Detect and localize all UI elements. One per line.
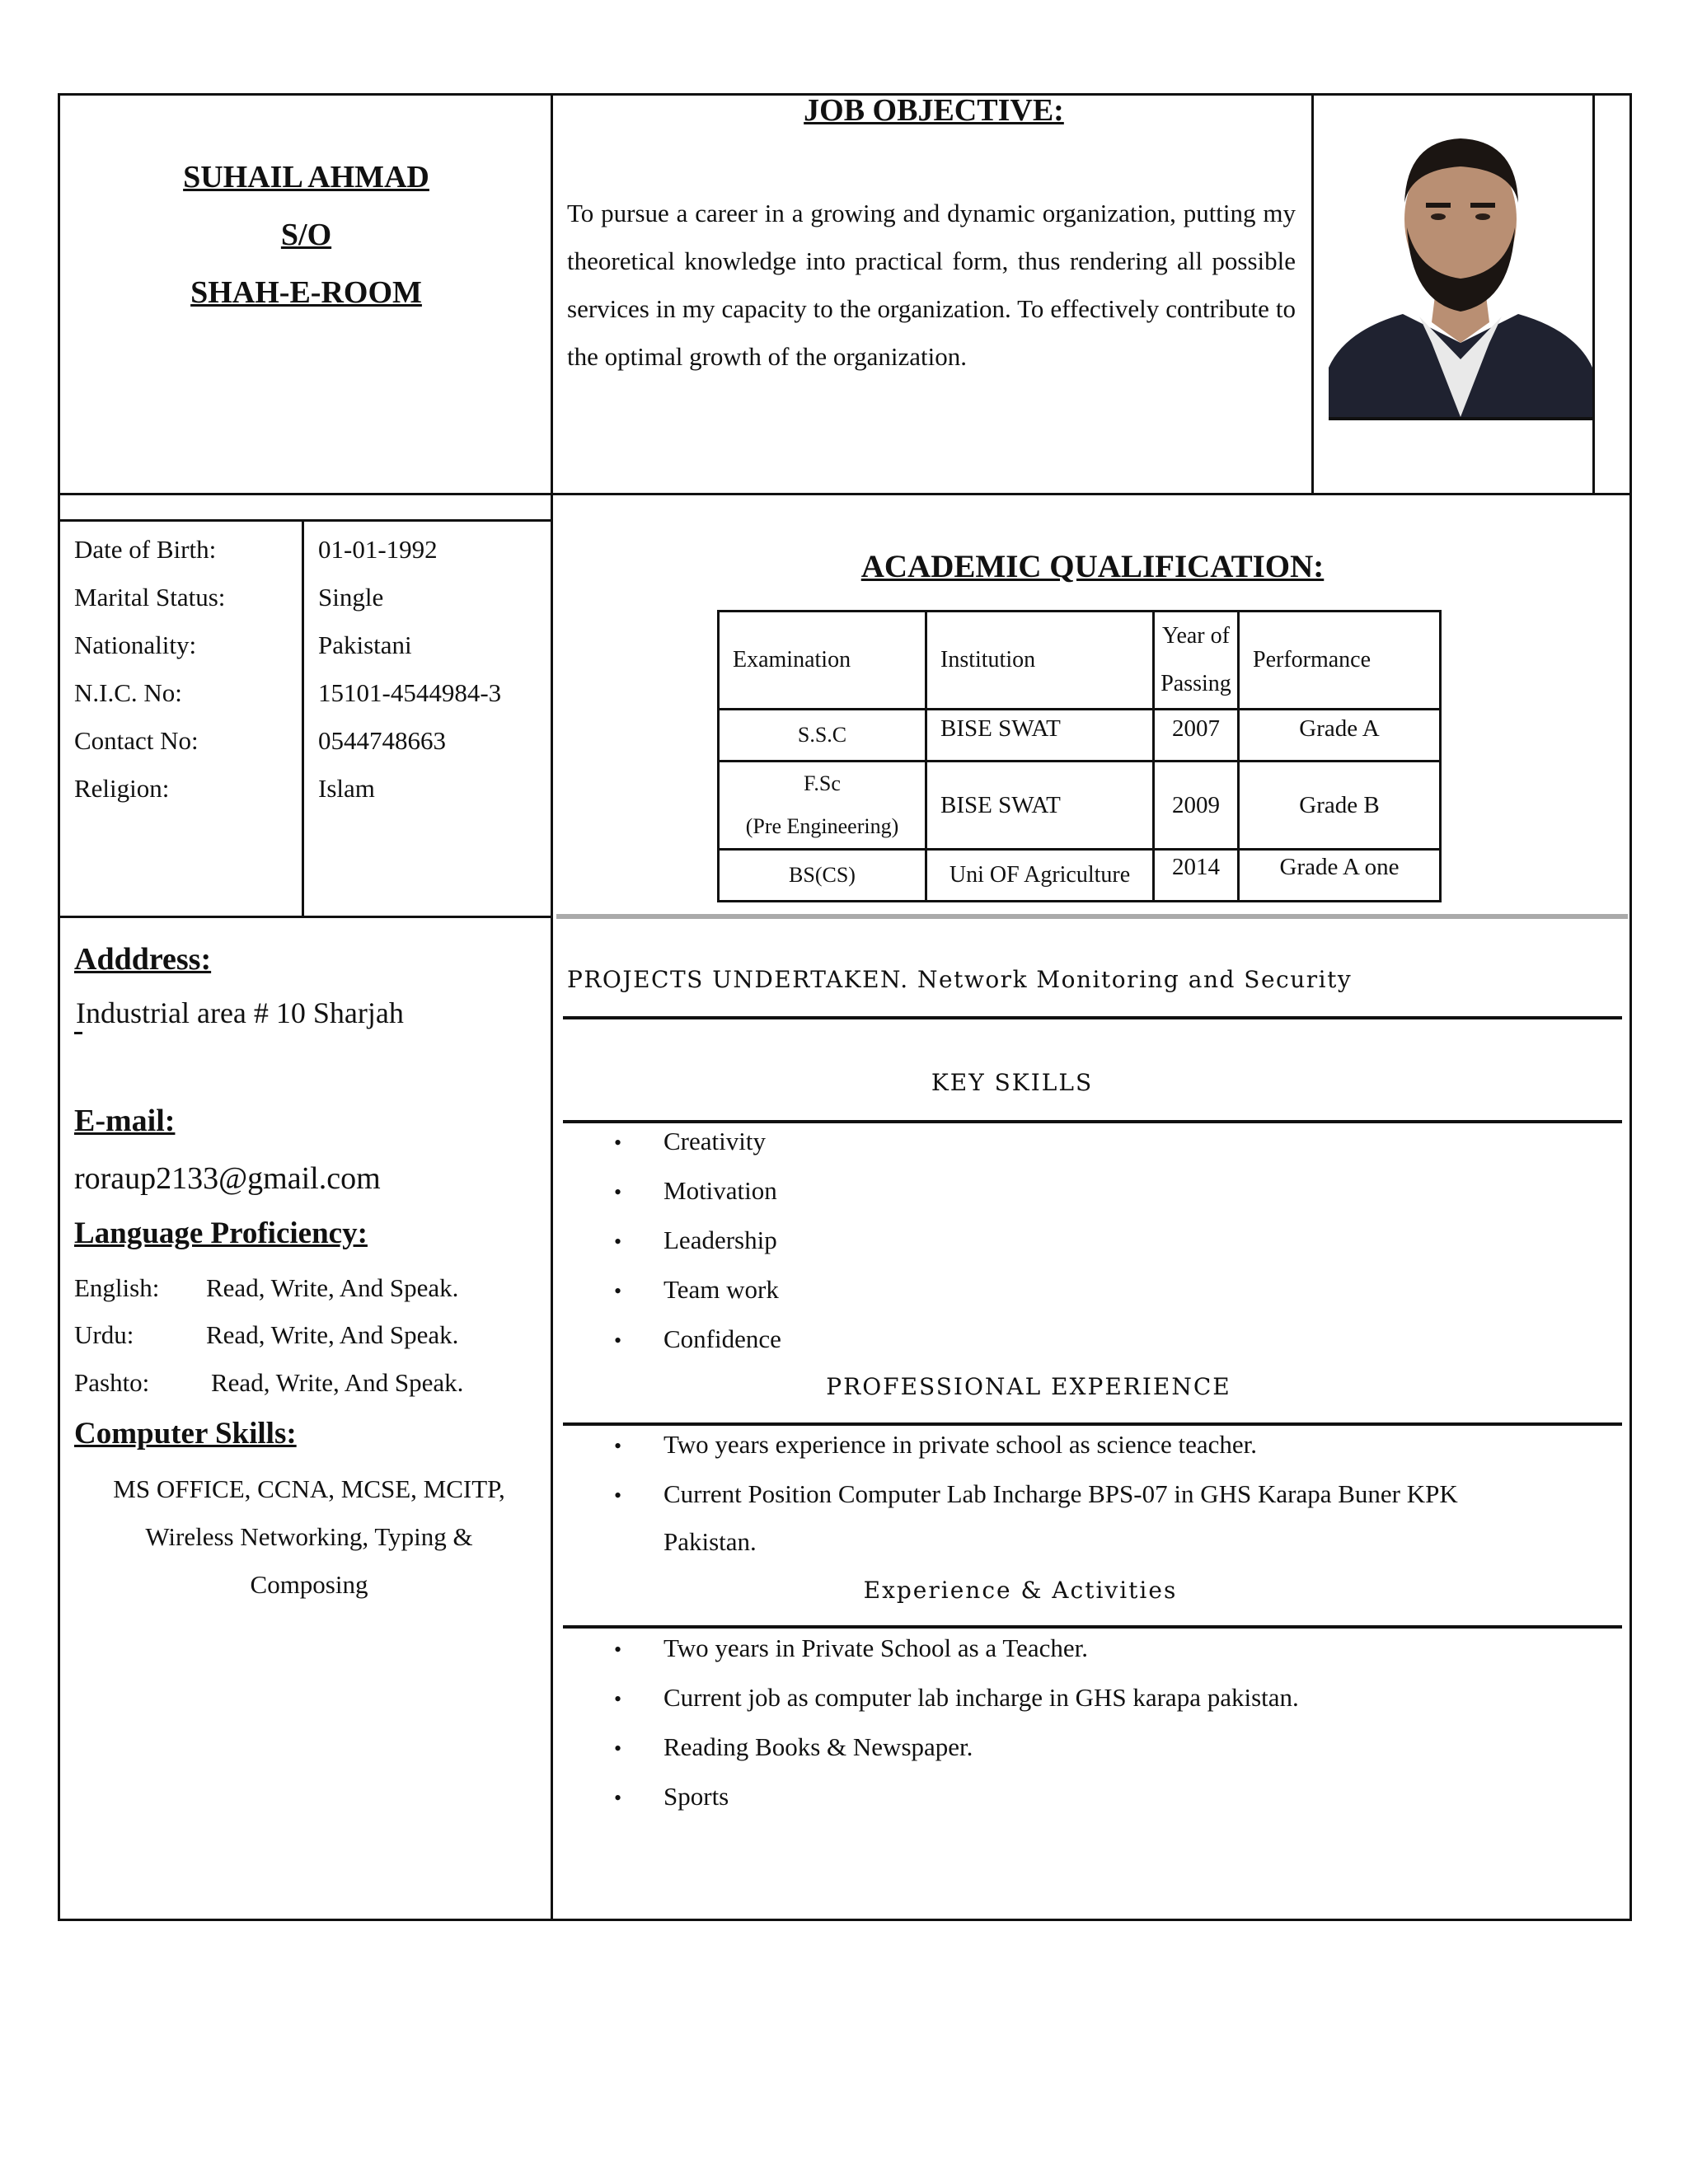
list-item-text: Current job as computer lab incharge in GHS karapa pakistan. (663, 1683, 1299, 1712)
photo-underline (1329, 417, 1592, 420)
list-item-text: Confidence (663, 1324, 781, 1353)
bullet-icon: • (614, 1180, 622, 1204)
info-label: Nationality: (74, 630, 197, 659)
divider-personal-top (58, 519, 552, 522)
header-examination: Examination (719, 612, 926, 710)
cell-year: 2014 (1154, 850, 1239, 902)
objective-title: JOB OBJECTIVE: (804, 93, 1064, 128)
bullet-icon: • (614, 1687, 622, 1711)
divider-experience (563, 1422, 1622, 1426)
projects-text: PROJECTS UNDERTAKEN. Network Monitoring and Security (567, 966, 1353, 993)
cell-exam: S.S.C (719, 710, 926, 762)
computer-skills-text (74, 1465, 544, 1609)
language-level: Read, Write, And Speak. (206, 1320, 459, 1349)
computer-skills-line1: MS OFFICE, CCNA, MCSE, MCITP, (113, 1474, 505, 1503)
computer-skills-title: Computer Skills: (74, 1417, 297, 1451)
list-item (614, 1782, 729, 1811)
address-label: Adddress: (74, 942, 212, 977)
list-item (614, 1732, 973, 1762)
divider-personal-info (302, 519, 304, 918)
bullet-icon: • (614, 1279, 622, 1303)
candidate-name: SUHAIL AHMAD (183, 160, 429, 194)
bullet-icon: • (614, 1434, 622, 1458)
cell-performance: Grade A (1239, 710, 1441, 762)
email-label: E-mail: (74, 1104, 176, 1138)
list-item-text: Team work (663, 1275, 779, 1304)
experience-title: PROFESSIONAL EXPERIENCE (826, 1373, 1231, 1400)
bullet-icon: • (614, 1329, 622, 1352)
cell-performance: Grade B (1239, 762, 1441, 850)
info-value: Single (318, 583, 384, 612)
info-label: Marital Status: (74, 583, 226, 612)
activities-title: Experience & Activities (863, 1577, 1178, 1604)
list-item-text: Sports (663, 1782, 729, 1811)
language-name: Urdu: (74, 1320, 134, 1349)
language-row-urdu (74, 1320, 458, 1350)
cell-year: 2007 (1154, 710, 1239, 762)
computer-skills-line2: Wireless Networking, Typing & (145, 1522, 473, 1551)
list-item-text: Current Position Computer Lab Incharge BPS-07 in GHS Karapa Buner KPK (663, 1479, 1458, 1508)
divider-mid-right (556, 914, 1628, 919)
list-item (614, 1633, 1088, 1663)
info-label: Date of Birth: (74, 535, 217, 564)
list-item-text: Two years in Private School as a Teacher. (663, 1633, 1089, 1662)
father-name: SHAH-E-ROOM (190, 275, 422, 310)
bullet-icon: • (614, 1638, 622, 1661)
list-item (614, 1683, 1299, 1713)
divider-photo-left (1311, 93, 1314, 495)
cell-exam-line1: F.Sc (804, 771, 841, 795)
list-item (614, 1479, 1458, 1509)
list-item (614, 1430, 1257, 1460)
list-item-text: Reading Books & Newspaper. (663, 1732, 973, 1761)
cell-institution: Uni OF Agriculture (926, 850, 1154, 902)
academic-table (717, 610, 1442, 902)
list-item (614, 1324, 781, 1354)
info-value: Pakistani (318, 630, 412, 659)
language-title: Language Proficiency: (74, 1216, 368, 1250)
key-skills-title: KEY SKILLS (931, 1069, 1094, 1096)
cell-exam: BS(CS) (719, 850, 926, 902)
cell-exam (719, 762, 926, 850)
list-item-text: Leadership (663, 1226, 777, 1254)
header-institution: Institution (926, 612, 1154, 710)
language-level: Read, Write, And Speak. (211, 1368, 464, 1397)
header-year (1154, 612, 1239, 710)
divider-projects (563, 1016, 1622, 1019)
computer-skills-line3: Composing (250, 1570, 368, 1599)
academic-title: ACADEMIC QUALIFICATION: (860, 549, 1325, 584)
name-block (60, 148, 552, 321)
cell-exam-line2: (Pre Engineering) (745, 814, 899, 838)
bullet-icon: • (614, 1786, 622, 1810)
divider-activities (563, 1625, 1622, 1629)
list-item-continuation: Pakistan. (663, 1527, 757, 1556)
info-label: Contact No: (74, 726, 199, 755)
list-item (614, 1226, 777, 1255)
cell-institution: BISE SWAT (926, 710, 1154, 762)
address-underscore (74, 1032, 82, 1034)
cell-performance: Grade A one (1239, 850, 1441, 902)
table-row (719, 710, 1441, 762)
profile-photo-svg (1329, 96, 1592, 417)
language-row-english (74, 1273, 458, 1303)
bullet-icon: • (614, 1736, 622, 1760)
email-value: roraup2133@gmail.com (74, 1161, 381, 1196)
address-value: Industrial area # 10 Sharjah (76, 996, 404, 1029)
divider-photo-right (1592, 93, 1595, 495)
bullet-icon: • (614, 1131, 622, 1155)
info-label: Religion: (74, 774, 170, 803)
language-level: Read, Write, And Speak. (206, 1273, 459, 1302)
list-item (614, 1176, 777, 1206)
header-year-line1: Year of (1162, 623, 1230, 649)
list-item (614, 1127, 766, 1156)
divider-mid-left (58, 916, 552, 918)
personal-values (318, 526, 541, 813)
profile-photo (1329, 96, 1592, 417)
header-year-line2: Passing (1160, 671, 1231, 696)
info-label: N.I.C. No: (74, 678, 182, 707)
list-item-text: Two years experience in private school as science teacher. (663, 1430, 1257, 1459)
table-row (719, 762, 1441, 850)
table-row (719, 850, 1441, 902)
list-item-text: Creativity (663, 1127, 766, 1155)
info-value: 0544748663 (318, 726, 446, 755)
personal-labels (74, 526, 297, 813)
bullet-icon: • (614, 1483, 622, 1507)
header-performance: Performance (1239, 612, 1441, 710)
language-name: Pashto: (74, 1368, 150, 1397)
list-item-text: Motivation (663, 1176, 777, 1205)
info-value: 15101-4544984-3 (318, 678, 502, 707)
list-item (614, 1275, 779, 1305)
info-value: 01-01-1992 (318, 535, 438, 564)
divider-key-skills (563, 1120, 1622, 1123)
divider-header-bottom (58, 493, 1632, 495)
cell-year: 2009 (1154, 762, 1239, 850)
relation: S/O (280, 218, 332, 252)
language-name: English: (74, 1273, 160, 1302)
objective-text: To pursue a career in a growing and dynamic organization, putting my theoretical knowledge into practical form, thus rendering all possible services in my capacity to the organization. To effectively contribute to the optimal growth of the organization. (567, 199, 1296, 371)
cell-institution: BISE SWAT (926, 762, 1154, 850)
academic-header-row (719, 612, 1441, 710)
info-value: Islam (318, 774, 375, 803)
language-row-pashto (74, 1368, 463, 1398)
divider-main-vertical (551, 93, 553, 1921)
bullet-icon: • (614, 1230, 622, 1254)
